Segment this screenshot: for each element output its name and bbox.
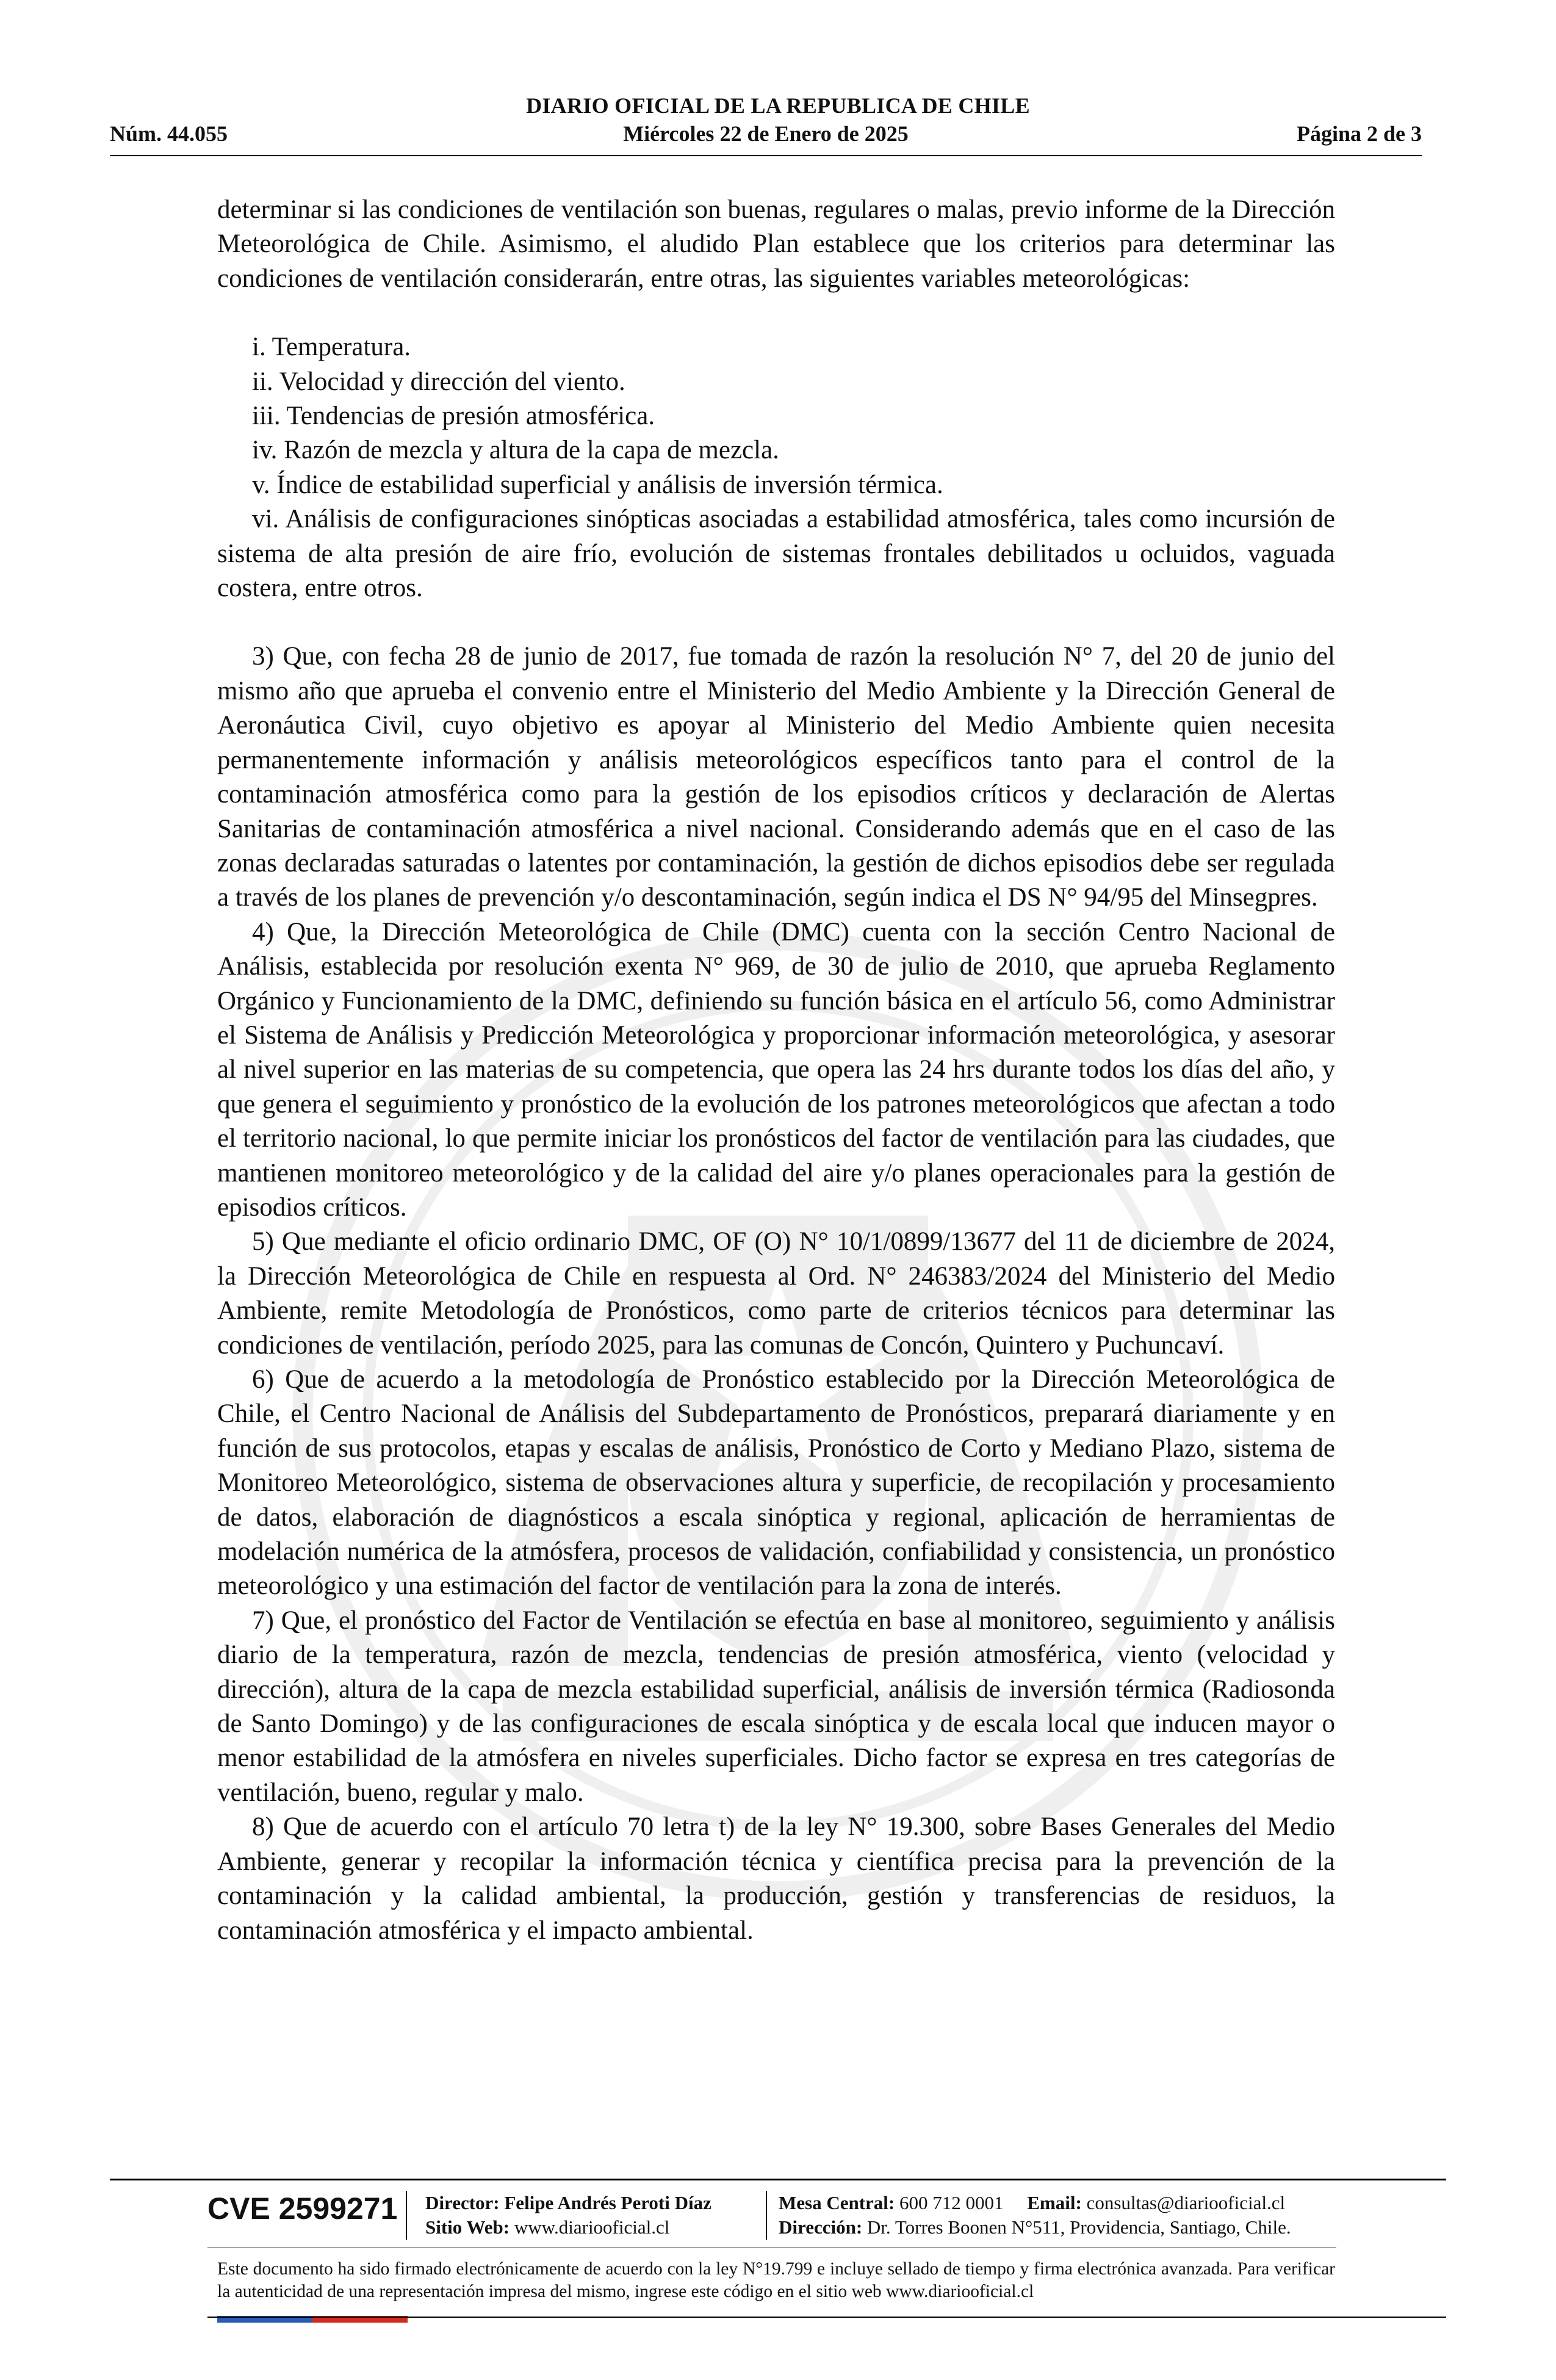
header-divider [110, 155, 1422, 156]
paragraph-4: 4) Que, la Dirección Meteorológica de Chile (DMC) cuenta con la sección Centro Nacional de Análisis, establecida por resolución exenta N° 969, de 30 de julio de 2010, que aprueba Reglamento Orgánico y Funcionamiento de la DMC, definiendo su función básica en el artículo 56, como Administrar el Sistema de Análisis y Predicción Meteorológica y proporcionar información meteorológica, y asesorar al nivel superior en las materias de su competencia, que opera las 24 hrs durante todos los días del año, y que genera el seguimiento y pronóstico de la evolución de los patrones meteorológicos que afectan a todo el territorio nacional, lo que permite iniciar los pronósticos del factor de ventilación para las ciudades, que mantienen monitoreo meteorológico y de la calidad del aire y/o planes operacionales para la gestión de episodios críticos. [217, 917, 1335, 1222]
issue-date: Miércoles 22 de Enero de 2025 [623, 121, 909, 146]
list-item: i. Temperatura. [252, 333, 411, 362]
paragraph-6: 6) Que de acuerdo a la metodología de Pronóstico establecido por la Dirección Meteorológica de Chile, el Centro Nacional de Análisis del Subdepartamento de Pronósticos, preparará diariamente y en función de sus protocolos, etapas y escalas de análisis, Pronóstico de Corto y Mediano Plazo, sistema de Monitoreo Meteorológico, sistema de observaciones altura y superficie, de recopilación y procesamiento de datos, elaboración de diagnósticos a escala sinóptica y regional, aplicación de herramientas de modelación numérica de la atmósfera, procesos de validación, confiabilidad y consistencia, un pronóstico meteorológico y una estimación del factor de ventilación para la zona de interés. [217, 1365, 1335, 1601]
contact-line [779, 2191, 1291, 2215]
header-row [110, 121, 1422, 149]
mesa-value: 600 712 0001 [899, 2192, 1004, 2213]
footer-director-block [425, 2191, 711, 2240]
page-number: Página 2 de 3 [1296, 121, 1422, 146]
spacer [217, 605, 1335, 640]
newspaper-title: DIARIO OFICIAL DE LA REPUBLICA DE CHILE [526, 93, 1030, 118]
paragraph-7: 7) Que, el pronóstico del Factor de Ventilación se efectúa en base al monitoreo, seguimiento y análisis diario de la temperatura, razón de mezcla, tendencias de presión atmosférica, viento (velocidad y dirección), altura de la capa de mezcla estabilidad superficial, análisis de inversión térmica (Radiosonda de Santo Domingo) y de las configuraciones de escala sinóptica y de escala local que inducen mayor o menor estabilidad de la atmósfera en niveles superficiales. Dicho factor se expresa en tres categorías de ventilación, bueno, regular y malo. [217, 1606, 1335, 1807]
paragraph-3: 3) Que, con fecha 28 de junio de 2017, fue tomada de razón la resolución N° 7, del 20 de junio del mismo año que aprueba el convenio entre el Ministerio del Medio Ambiente y la Dirección General de Aeronáutica Civil, cuyo objetivo es apoyar al Ministerio del Medio Ambiente quien necesita permanentemente información y análisis meteorológicos específicos tanto para el control de la contaminación atmosférica como para la gestión de los episodios críticos y declaración de Alertas Sanitarias de contaminación atmosférica a nivel nacional. Considerando además que en el caso de las zonas declaradas saturadas o latentes por contaminación, la gestión de dichos episodios debe ser regulada a través de los planes de prevención y/o descontaminación, según indica el DS N° 94/95 del Minsegpres. [217, 642, 1335, 912]
paragraph-8: 8) Que de acuerdo con el artículo 70 letra t) de la ley N° 19.300, sobre Bases Generales del Medio Ambiente, generar y recopilar la información técnica y científica precisa para la prevención de la contaminación y la calidad ambiental, la producción, gestión y transferencias de residuos, la contaminación atmosférica y el impacto ambiental. [217, 1812, 1335, 1945]
footer-separator [406, 2191, 407, 2240]
list-item: vi. Análisis de configuraciones sinópticas asociadas a estabilidad atmosférica, tales como incursión de sistema de alta presión de aire frío, evolución de sistemas frontales debilitados u ocluidos, vaguada costera, entre otros. [217, 505, 1335, 603]
paragraph-5: 5) Que mediante el oficio ordinario DMC, OF (O) N° 10/1/0899/13677 del 11 de diciembre de 2024, la Dirección Meteorológica de Chile en respuesta al Ord. N° 246383/2024 del Ministerio del Medio Ambiente, remite Metodología de Pronósticos, como parte de criterios técnicos para determinar las condiciones de ventilación, período 2025, para las comunas de Concón, Quintero y Puchuncaví. [217, 1227, 1335, 1360]
list-item: v. Índice de estabilidad superficial y análisis de inversión térmica. [252, 470, 943, 499]
intro-paragraph: determinar si las condiciones de ventilación son buenas, regulares o malas, previo informe de la Dirección Meteorológica de Chile. Asimismo, el aludido Plan establece que los criterios para determinar las condiciones de ventilación considerarán, entre otras, las siguientes variables meteorológicas: [217, 195, 1335, 293]
email-link[interactable]: consultas@diariooficial.cl [1086, 2192, 1286, 2213]
legal-notice: Este documento ha sido firmado electrónicamente de acuerdo con la ley N°19.799 e incluye sellado de tiempo y firma electrónica avanzada. Para verificar la autenticidad de una representación impresa del mismo, ingrese este código en el sitio web www.diariooficial.cl [217, 2259, 1335, 2301]
mesa-label: Mesa Central: [779, 2192, 895, 2213]
site-line [425, 2215, 711, 2240]
address-line [779, 2215, 1291, 2240]
director-name: Felipe Andrés Peroti Díaz [504, 2192, 711, 2213]
address-label: Dirección: [779, 2216, 863, 2238]
footer-contact-block [779, 2191, 1291, 2240]
footer-separator [766, 2191, 767, 2240]
footer-divider [207, 2317, 1446, 2318]
site-link[interactable]: www.diariooficial.cl [514, 2216, 670, 2238]
document-body [217, 193, 1335, 1948]
address-value: Dr. Torres Boonen N°511, Providencia, Santiago, Chile. [866, 2216, 1291, 2238]
cve-code: CVE 2599271 [207, 2191, 398, 2226]
spacer [217, 296, 1335, 330]
issue-number: Núm. 44.055 [110, 121, 228, 146]
list-item: ii. Velocidad y dirección del viento. [252, 367, 625, 396]
director-line [425, 2191, 711, 2215]
list-item: iii. Tendencias de presión atmosférica. [252, 402, 655, 431]
list-item: iv. Razón de mezcla y altura de la capa de mezcla. [252, 436, 779, 465]
email-label: Email: [1027, 2192, 1082, 2213]
footer-divider [110, 2179, 1446, 2180]
site-label: Sitio Web: [425, 2216, 510, 2238]
director-label: Director: [425, 2192, 500, 2213]
